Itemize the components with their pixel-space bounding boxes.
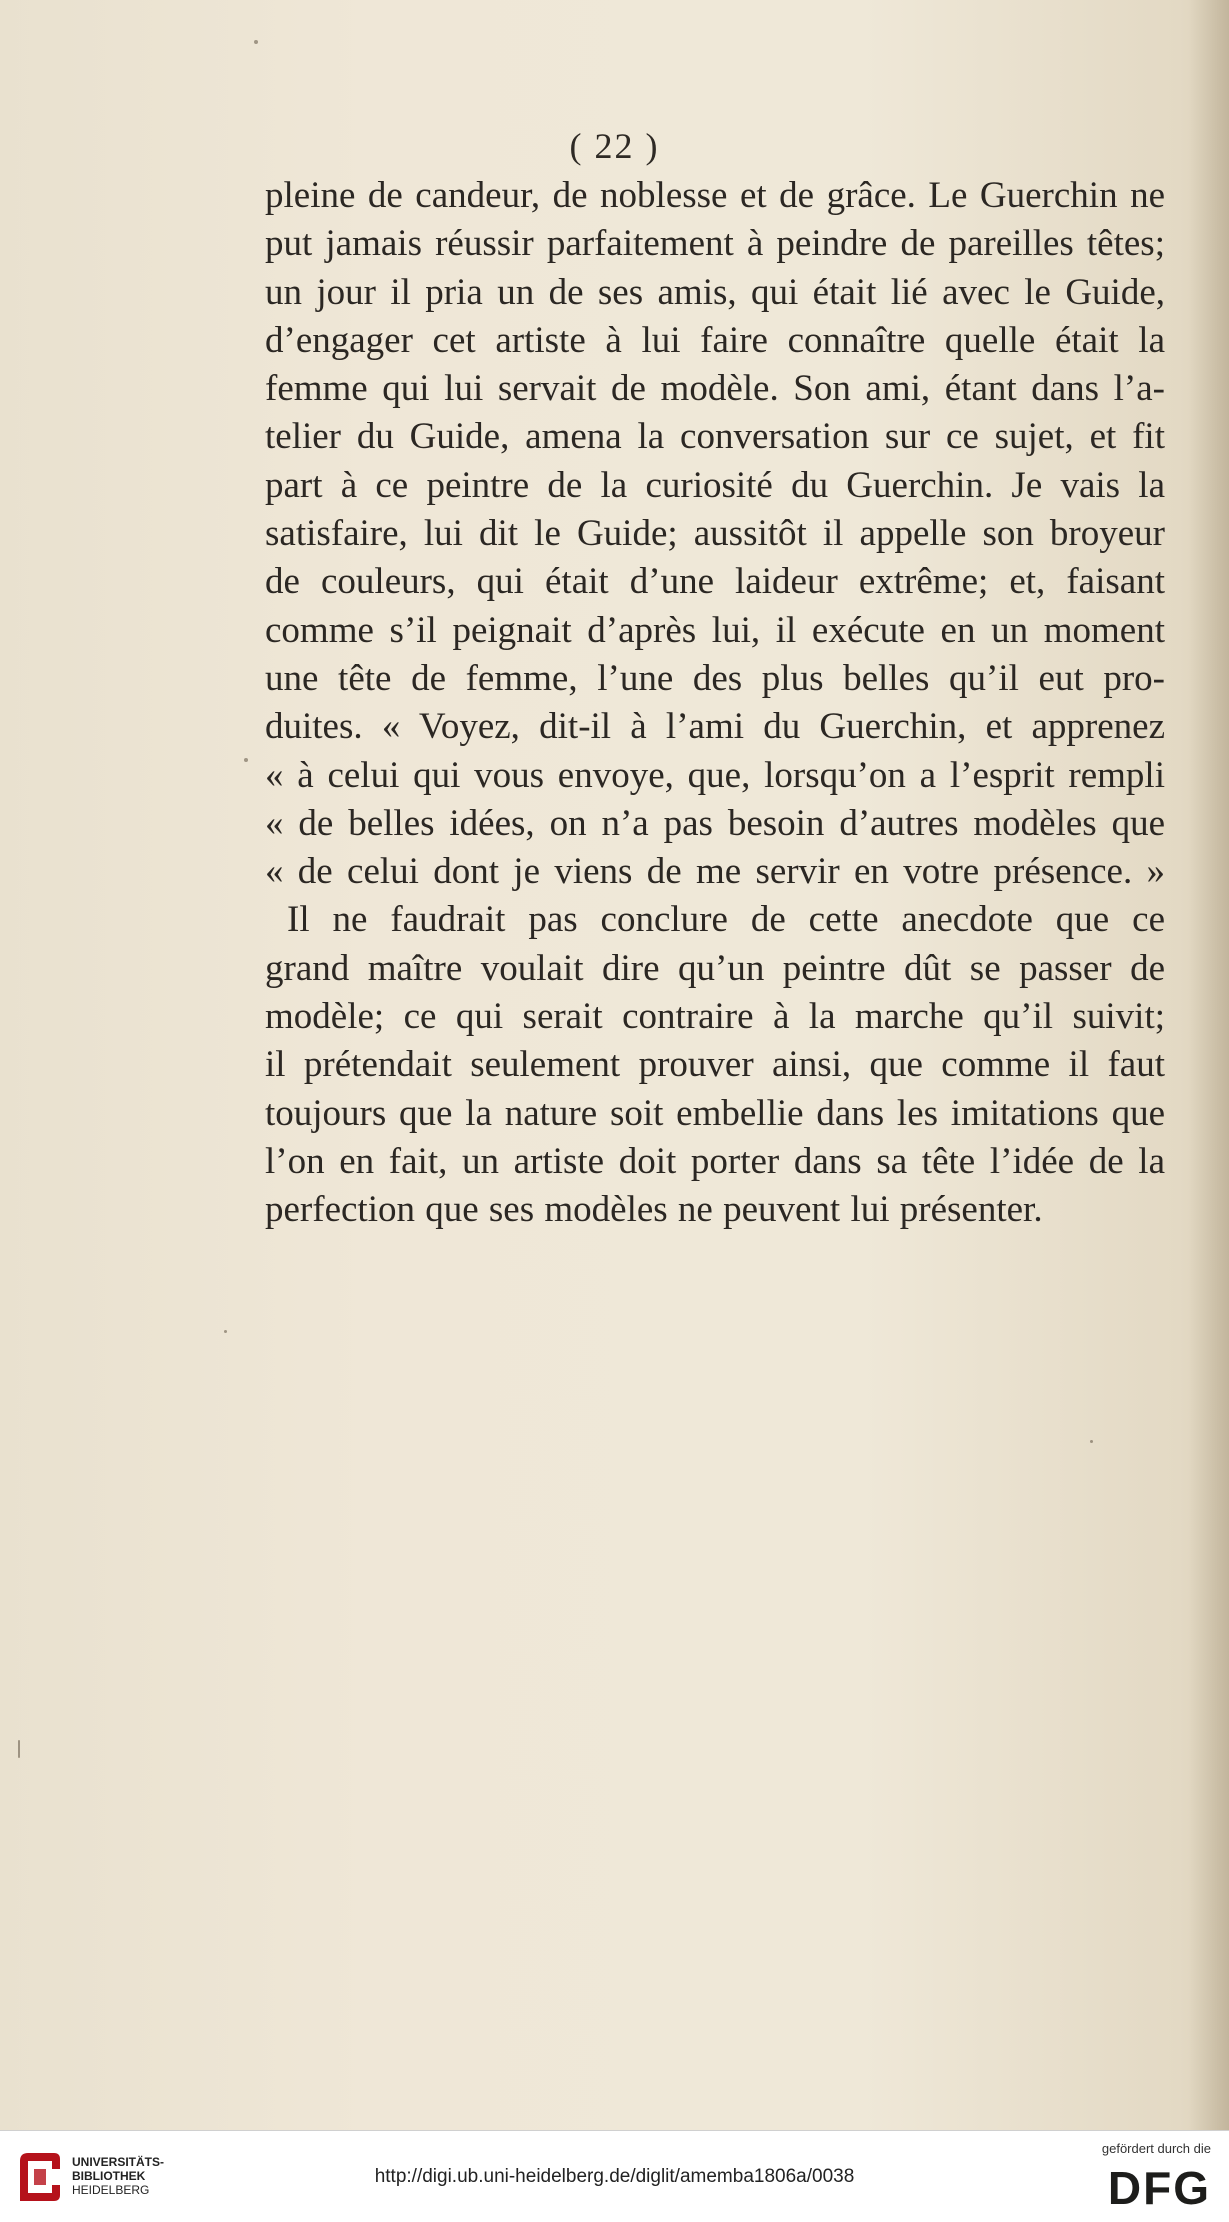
text-line: satisfaire, lui dit le Guide; aussitôt il appelle son broyeur bbox=[265, 513, 1165, 555]
text-line: telier du Guide, amena la conversation sur ce sujet, et fit bbox=[265, 416, 1165, 458]
dfg-logo[interactable]: DFG bbox=[1107, 2162, 1211, 2214]
text-line: un jour il pria un de ses amis, qui était lié avec le Guide, bbox=[265, 271, 1165, 313]
library-line: UNIVERSITÄTS- bbox=[72, 2155, 165, 2169]
library-line: BIBLIOTHEK bbox=[72, 2169, 146, 2183]
text-line: comme s’il peignait d’après lui, il exécute en un moment bbox=[265, 609, 1165, 651]
text-line: part à ce peintre de la curiosité du Guerchin. Je vais la bbox=[265, 464, 1165, 506]
footer-bar bbox=[0, 2130, 1229, 2222]
text-line: de couleurs, qui était d’une laideur extrême; et, faisant bbox=[265, 561, 1165, 603]
text-line: « à celui qui vous envoye, que, lorsqu’on a l’esprit rempli bbox=[265, 754, 1165, 796]
text-line: grand maître voulait dire qu’un peintre dût se passer de bbox=[265, 947, 1165, 989]
text-line: « de belles idées, on n’a pas besoin d’autres modèles que bbox=[265, 802, 1165, 844]
text-line: il prétendait seulement prouver ainsi, que comme il faut bbox=[265, 1044, 1165, 1086]
text-line: Il ne faudrait pas conclure de cette anecdote que ce bbox=[287, 899, 1165, 941]
text-line: pleine de candeur, de noblesse et de grâce. Le Guerchin ne bbox=[265, 175, 1165, 216]
scan-speck bbox=[224, 1330, 227, 1333]
text-line: d’engager cet artiste à lui faire connaître quelle était la bbox=[265, 319, 1165, 361]
text-line: « de celui dont je viens de me servir en votre présence. » bbox=[265, 851, 1165, 893]
page-number: ( 22 ) bbox=[569, 126, 660, 166]
scan-speck bbox=[1090, 1440, 1093, 1443]
text-line: modèle; ce qui serait contraire à la marche qu’il suivit; bbox=[265, 996, 1165, 1038]
scan-speck bbox=[254, 40, 258, 44]
text-line: put jamais réussir parfaitement à peindre de pareilles têtes; bbox=[265, 223, 1165, 265]
library-line: HEIDELBERG bbox=[72, 2183, 150, 2197]
text-line: perfection que ses modèles ne peuvent lui présenter. bbox=[265, 1189, 1043, 1231]
dfg-caption: gefördert durch die bbox=[1101, 2141, 1211, 2156]
permalink-url[interactable]: http://digi.ub.uni-heidelberg.de/diglit/amemba1806a/0038 bbox=[374, 2166, 855, 2187]
text-line: femme qui lui servait de modèle. Son ami, étant dans l’a- bbox=[265, 368, 1165, 410]
body-text bbox=[265, 172, 1165, 1235]
page-edge-shadow bbox=[1189, 0, 1229, 2130]
text-line: une tête de femme, l’une des plus belles qu’il eut pro- bbox=[265, 657, 1165, 699]
text-line: duites. « Voyez, dit-il à l’ami du Guerchin, et apprenez bbox=[265, 706, 1165, 748]
text-line: toujours que la nature soit embellie dans les imitations que bbox=[265, 1092, 1165, 1134]
text-line: l’on en fait, un artiste doit porter dans sa tête l’idée de la bbox=[265, 1140, 1165, 1182]
scan-speck bbox=[244, 758, 248, 762]
scan-speck bbox=[18, 1740, 20, 1758]
